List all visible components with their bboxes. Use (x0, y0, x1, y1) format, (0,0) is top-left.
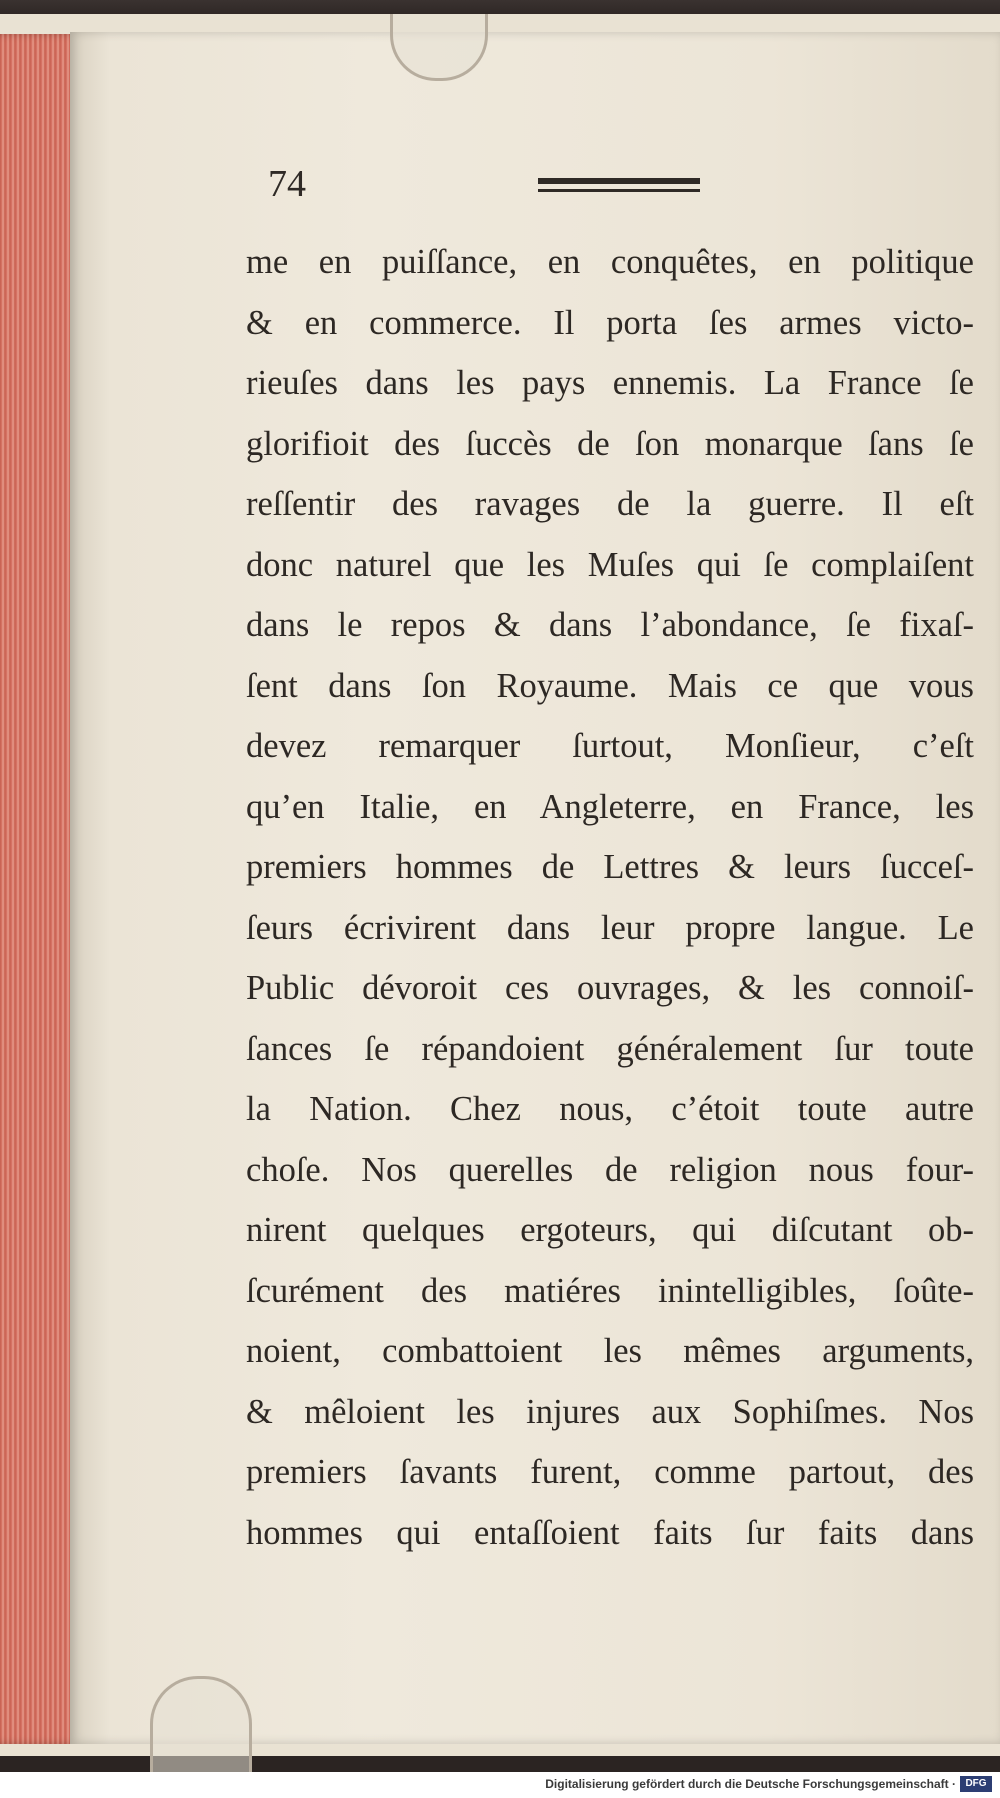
text-line: qu’en Italie, en Angleterre, en France, les (246, 787, 974, 826)
text-line: la Nation. Chez nous, c’étoit toute autre (246, 1090, 974, 1128)
text-line: glorifioit des ſuccès de ſon monarque ſans ſe (246, 424, 974, 463)
ornament-rule-thin (538, 189, 700, 192)
text-line: donc naturel que les Muſes qui ſe complaiſent (246, 545, 974, 584)
text-line: & mêloient les injures aux Sophiſmes. Nos (246, 1392, 974, 1431)
text-line: dans le repos & dans l’abondance, ſe fixaſ- (246, 606, 974, 644)
text-line: premiers hommes de Lettres & leurs ſucceſ- (246, 848, 974, 886)
text-line: nirent quelques ergoteurs, qui diſcutant ob- (246, 1211, 974, 1249)
text-line: hommes qui entaſſoient faits ſur faits dans (246, 1513, 974, 1552)
text-line: ſeurs écrivirent dans leur propre langue. Le (246, 908, 974, 947)
text-line: noient, combattoient les mêmes arguments, (246, 1332, 974, 1370)
text-line: ſent dans ſon Royaume. Mais ce que vous (246, 666, 974, 705)
text-line: ſances ſe répandoient généralement ſur toute (246, 1029, 974, 1068)
text-line: choſe. Nos querelles de religion nous four- (246, 1150, 974, 1189)
body-text (246, 232, 974, 1563)
header-ornament (538, 178, 700, 196)
bottom-clip (150, 1676, 252, 1779)
text-line: ſcurément des matiéres inintelligibles, ſoûte- (246, 1271, 974, 1310)
text-line: premiers ſavants furent, comme partout, des (246, 1453, 974, 1491)
dfg-logo: DFG (960, 1776, 992, 1792)
digitization-footer (0, 1772, 1000, 1798)
book (0, 14, 1000, 1756)
text-line: me en puiſſance, en conquêtes, en politique (246, 243, 974, 281)
text-line: rieuſes dans les pays ennemis. La France ſe (246, 364, 974, 402)
text-line: devez remarquer ſurtout, Monſieur, c’eſt (246, 727, 974, 765)
page-number: 74 (268, 163, 306, 205)
ornament-rule-thick (538, 178, 700, 184)
text-line: reſſentir des ravages de la guerre. Il eſt (246, 485, 974, 523)
text-line: & en commerce. Il porta ſes armes victo- (246, 303, 974, 342)
text-line: Public dévoroit ces ouvrages, & les connoiſ- (246, 969, 974, 1007)
footer-credit: Digitalisierung gefördert durch die Deutsche Forschungsgemeinschaft · (545, 1777, 956, 1791)
